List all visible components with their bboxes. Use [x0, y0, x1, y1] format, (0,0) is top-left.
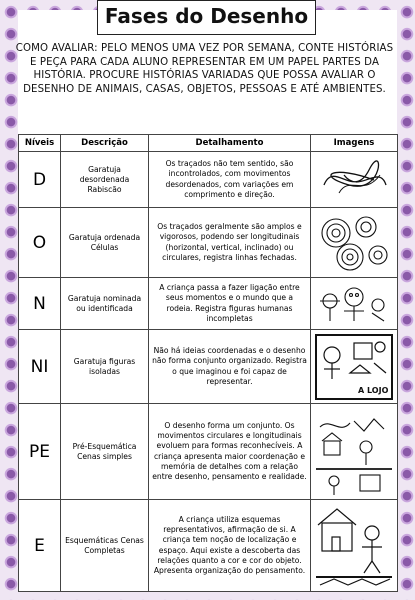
imagem-cell — [311, 278, 398, 330]
descricao-cell: Garatuja ordenada Células — [61, 208, 149, 278]
table-row — [19, 330, 398, 404]
descricao-cell: Esquemáticas Cenas Completas — [61, 500, 149, 592]
nivel-cell: O — [19, 208, 61, 278]
detalhamento-cell: Os traçados geralmente são amplos e vigorosos, podendo ser longitudinais (horizontal, vertical, inclinado) ou circulares, registra linhas fechadas. — [149, 208, 311, 278]
detalhamento-cell: Não há ideias coordenadas e o desenho não forma conjunto organizado. Registra o que imaginou e foi capaz de representar. — [149, 330, 311, 404]
detalhamento-cell: O desenho forma um conjunto. Os movimentos circulares e longitudinais evoluem para formas reconhecíveis. A criança apresenta maior coordenação e memória de detalhes com a relação entre desenho, pensamento e realidade. — [149, 404, 311, 500]
nivel-cell: PE — [19, 404, 61, 500]
page-title: Fases do Desenho — [97, 0, 316, 35]
imagem-cell — [311, 152, 398, 208]
isolated-figures-drawing-image — [313, 333, 395, 401]
header-descricao: Descrição — [61, 135, 149, 152]
circles-drawing-image — [313, 211, 395, 275]
imagem-cell — [311, 330, 398, 404]
header-niveis: Níveis — [19, 135, 61, 152]
scribble-drawing-image — [313, 155, 395, 205]
nivel-cell: NI — [19, 330, 61, 404]
descricao-cell: Pré-Esquemática Cenas simples — [61, 404, 149, 500]
table-row — [19, 208, 398, 278]
figures-drawing-image — [313, 281, 395, 327]
detalhamento-cell: A criança utiliza esquemas representativos, afirmação de si. A criança tem noção de localização e espaço. Aqui existe a descoberta das relações quanto a cor e cor do objeto. Apresenta organização do pensamento. — [149, 500, 311, 592]
table-header-row — [19, 135, 398, 152]
header-detalhamento: Detalhamento — [149, 135, 311, 152]
imagem-cell — [311, 208, 398, 278]
table-row — [19, 500, 398, 592]
descricao-cell: Garatuja nominada ou identificada — [61, 278, 149, 330]
detalhamento-cell: Os traçados não tem sentido, são incontrolados, com movimentos desordenados, com variações em comprimento e direção. — [149, 152, 311, 208]
descricao-cell: Garatuja desordenada Rabiscão — [61, 152, 149, 208]
drawing-phases-table — [18, 134, 398, 592]
detalhamento-cell: A criança passa a fazer ligação entre seus momentos e o mundo que a rodeia. Registra figuras humanas incompletas — [149, 278, 311, 330]
header-imagens: Imagens — [311, 135, 398, 152]
nivel-cell: E — [19, 500, 61, 592]
descricao-cell: Garatuja figuras isoladas — [61, 330, 149, 404]
imagem-cell — [311, 500, 398, 592]
table-row — [19, 278, 398, 330]
table-row — [19, 152, 398, 208]
drawing-label: A LOJO — [358, 385, 389, 395]
nivel-cell: N — [19, 278, 61, 330]
imagem-cell — [311, 404, 398, 500]
table-row — [19, 404, 398, 500]
complete-scene-drawing-image — [313, 503, 395, 589]
intro-text: COMO AVALIAR: PELO MENOS UMA VEZ POR SEMANA, CONTE HISTÓRIAS E PEÇA PARA CADA ALUNO REPRESENTAR EM UM PAPEL PARTES DA HISTÓRIA. PROCURE HISTÓRIAS VARIADAS QUE POSSA AVALIAR O DESENHO DE ANIMAIS, CASAS, OBJETOS, PESSOAS E ATÉ AMBIENTES. — [15, 43, 394, 95]
nivel-cell: D — [19, 152, 61, 208]
simple-scene-drawing-image — [313, 407, 395, 497]
